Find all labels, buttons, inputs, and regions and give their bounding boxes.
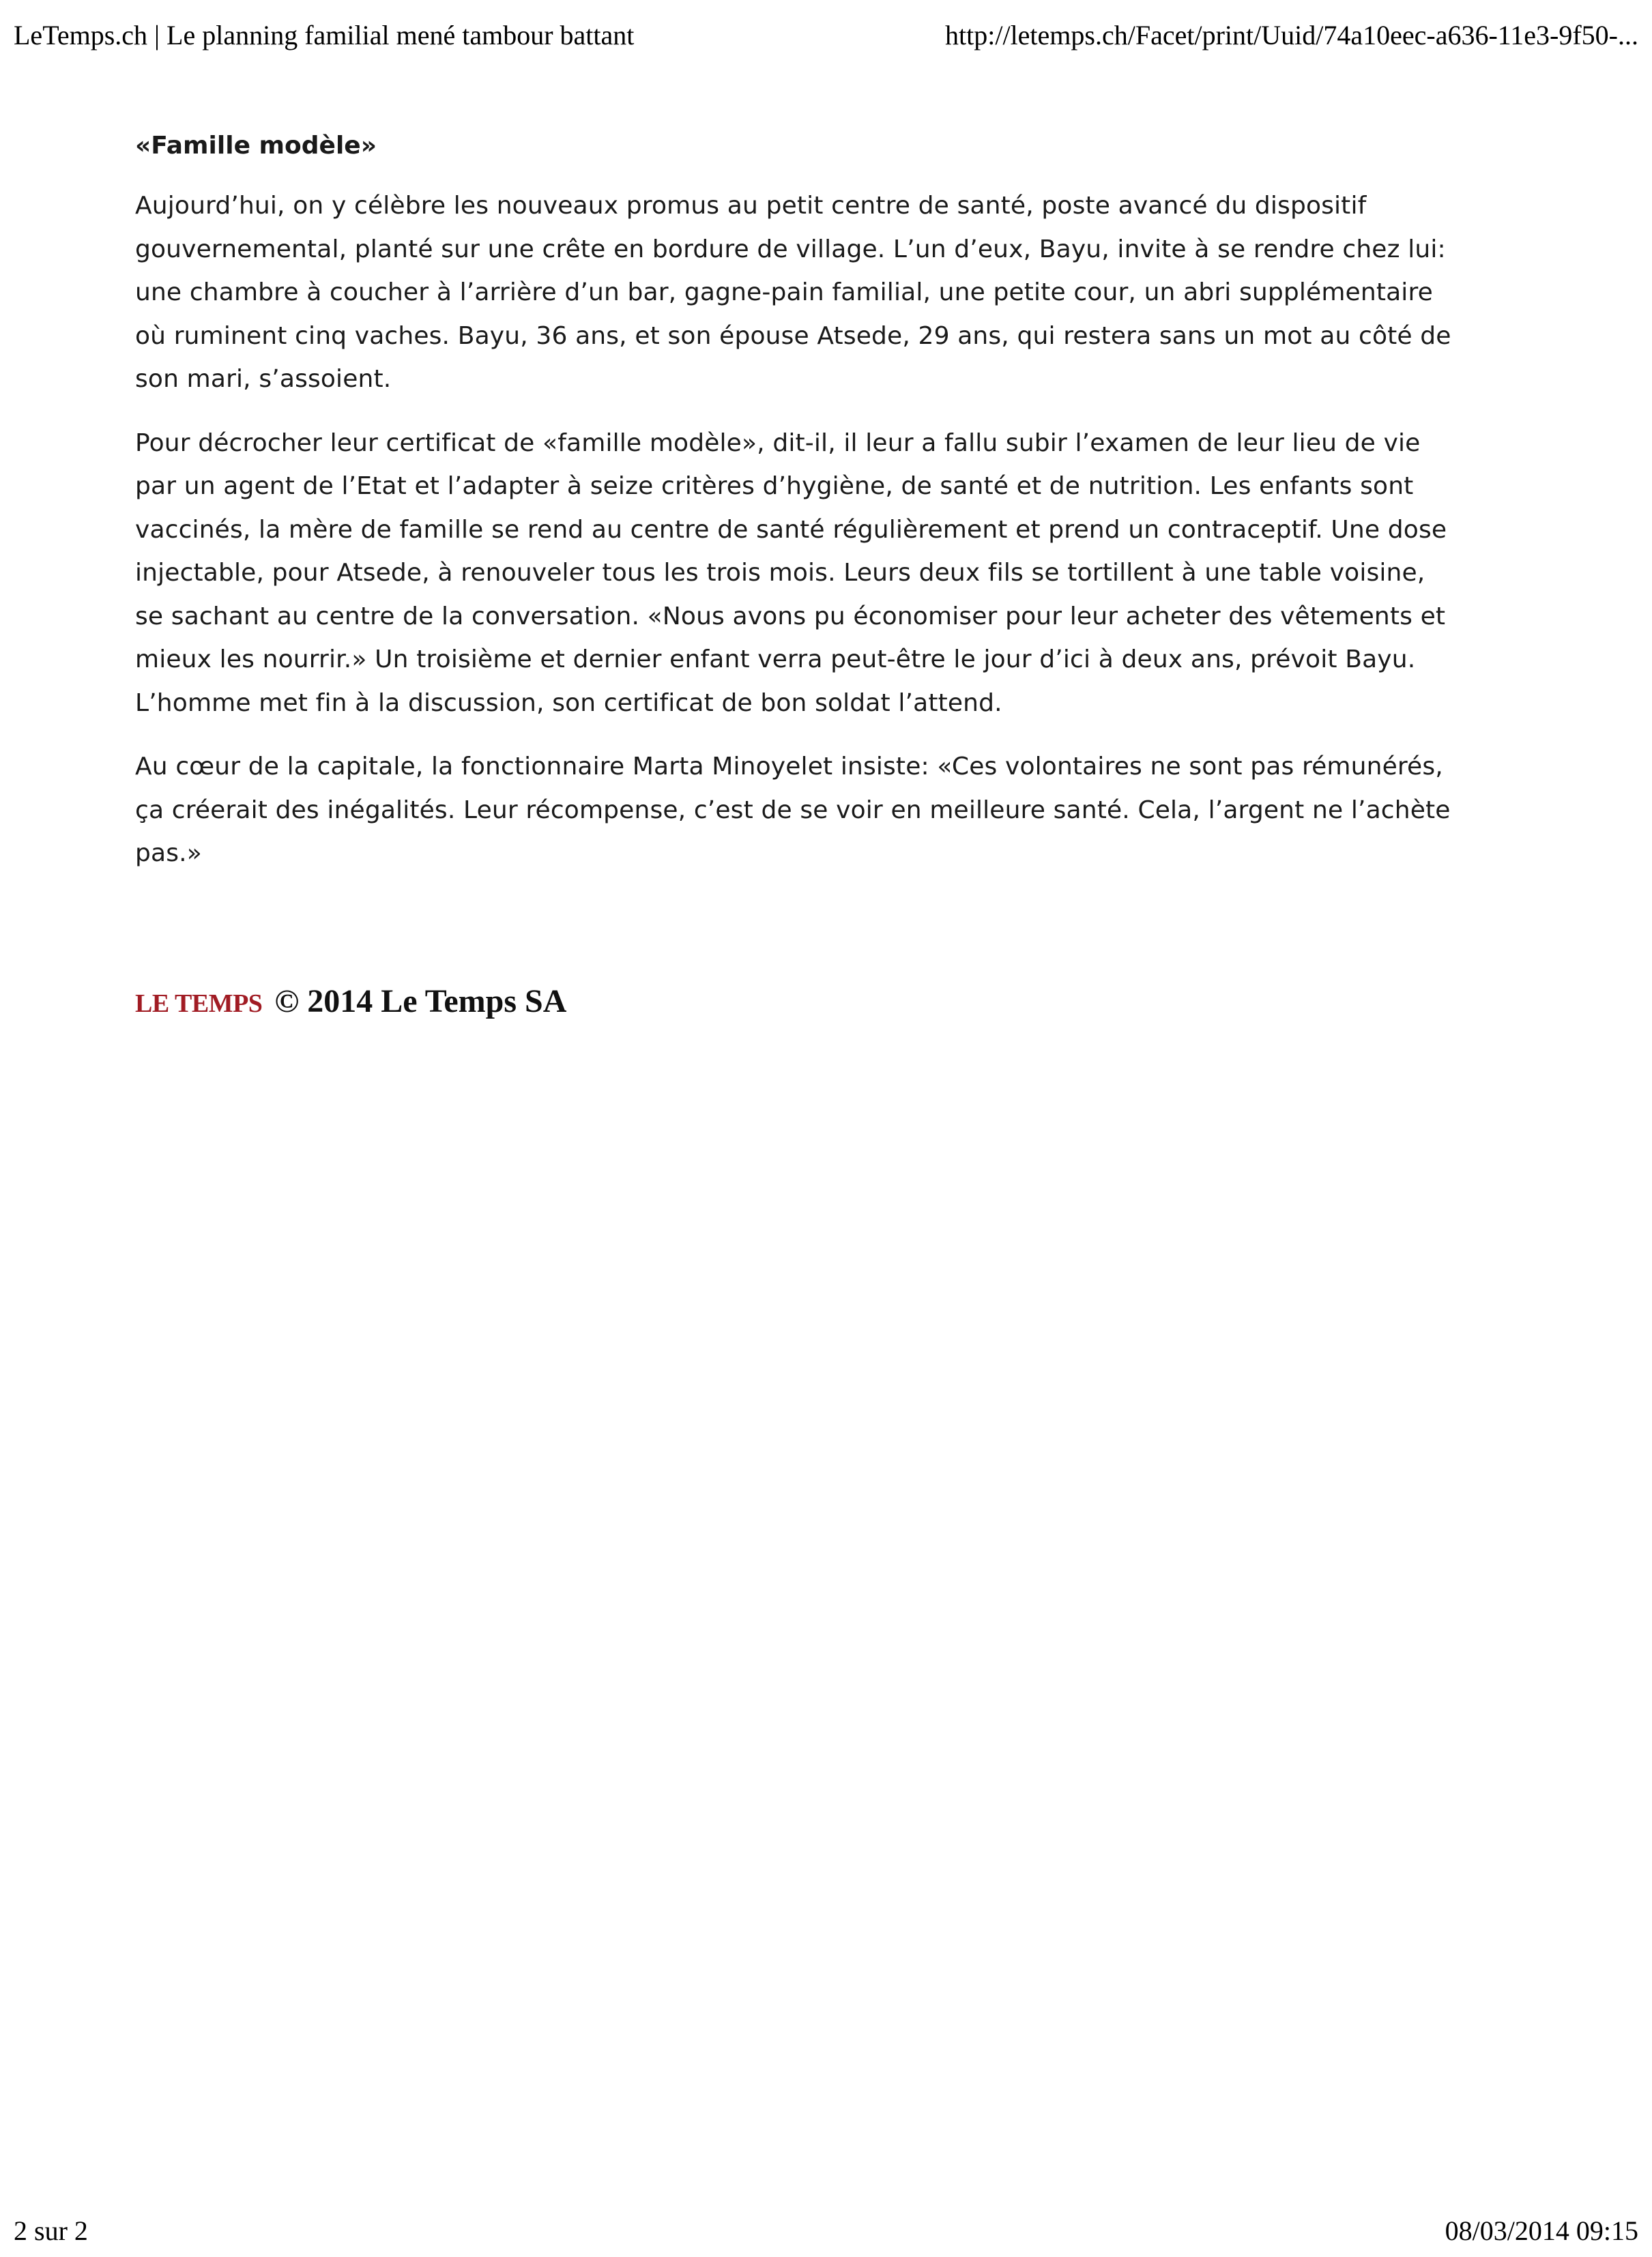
le-temps-logo: LE TEMPS (135, 989, 263, 1018)
article-paragraph-1: Aujourd’hui, on y célèbre les nouveaux promus au petit centre de santé, poste avancé du dispositif gouvernemental, planté sur une crête en bordure de village. L’un d’eux, Bayu, invite à se rendre chez lui: une chambre à coucher à l’arrière d’un bar, gagne-pain familial, une petite cour, un abri supplémentaire où ruminent cinq vaches. Bayu, 36 ans, et son épouse Atsede, 29 ans, qui restera sans un mot au côté de son mari, s’assoient. (135, 192, 1451, 393)
copyright-notice: © 2014 Le Temps SA (274, 983, 567, 1019)
page-number: 2 sur 2 (14, 2215, 88, 2246)
section-subheading: «Famille modèle» (135, 132, 377, 160)
print-footer (14, 2211, 1638, 2252)
page-title: LeTemps.ch | Le planning familial mené tambour battant (14, 20, 635, 50)
print-header (14, 15, 1638, 56)
page-url: http://letemps.ch/Facet/print/Uuid/74a10eec-a636-11e3-9f50-... (945, 20, 1638, 50)
print-timestamp: 08/03/2014 09:15 (1445, 2215, 1638, 2246)
article-paragraph-3: Au cœur de la capitale, la fonctionnaire Marta Minoyelet insiste: «Ces volontaires ne sont pas rémunérés, ça créerait des inégalités. Leur récompense, c’est de se voir en meilleure santé. Cela, l’argent ne l’achète pas.» (135, 753, 1451, 867)
article-body (135, 128, 1452, 896)
brand-footer (135, 982, 566, 1030)
article-paragraph-2: Pour décrocher leur certificat de «famille modèle», dit-il, il leur a fallu subir l’examen de leur lieu de vie par un agent de l’Etat et l’adapter à seize critères d’hygiène, de santé et de nutrition. Les enfants sont vaccinés, la mère de famille se rend au centre de santé régulièrement et prend un contraceptif. Une dose injectable, pour Atsede, à renouveler tous les trois mois. Leurs deux fils se tortillent à une table voisine, se sachant au centre de la conversation. «Nous avons pu économiser pour leur acheter des vêtements et mieux les nourrir.» Un troisième et dernier enfant verra peut-être le jour d’ici à deux ans, prévoit Bayu. L’homme met fin à la discussion, son certificat de bon soldat l’attend. (135, 428, 1447, 717)
